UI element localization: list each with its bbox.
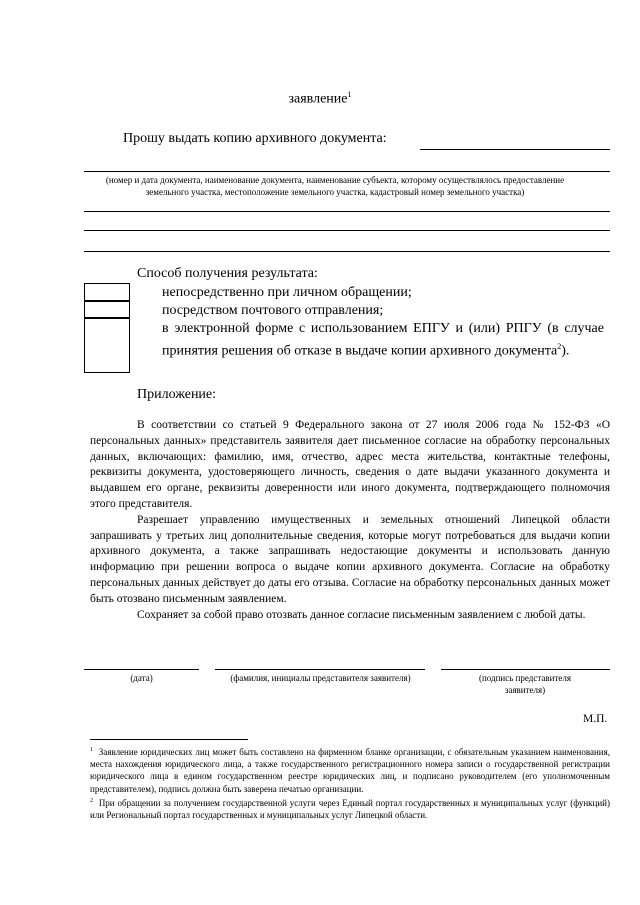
footnote-1: $^1$ Заявление юридических лиц может быть составлено на фирменном бланке организации, с обязательным указанием наименования, места нахождения юридического лица, а также государственного регистрационного номера записи о государственной регистрации юридического лица в едином государственном реестре юридических лиц, и подписано руководителем (его уполномоченным представителем), подпись должна быть заверена печатью организации. — [90, 747, 610, 794]
stamp-place: М.П. — [583, 713, 608, 725]
consent-paragraph: Сохраняет за собой право отозвать данное согласие письменным заявлением с любой даты. — [137, 608, 586, 621]
signature-label: (подпись представителя заявителя) — [478, 673, 572, 695]
footnote-separator — [90, 739, 248, 740]
name-label: (фамилия, инициалы представителя заявителя) — [230, 673, 411, 683]
document-caption: (номер и дата документа, наименование документа, наименование субъекта, которому осуществлялось предоставление земельного участка, местоположение земельного участка, кадастровый номер земельного участка) — [105, 175, 565, 197]
method-title: Способ получения результата: — [137, 266, 318, 281]
consent-paragraph: Разрешает управлению имущественных и земельных отношений Липецкой области запрашивать у третьих лиц дополнительные сведения, которые могут потребоваться для выдачи копии архивного документа, а также запрашивать недостающие документы и использовать данную информацию при решении вопроса о выдаче копии архивного документа. Согласие на обработку персональных данных действует до даты его отзыва. Согласие на обработку персональных данных может быть отозвано письменным заявлением. — [90, 513, 610, 605]
footnotes — [90, 744, 610, 821]
date-field-line[interactable] — [84, 669, 199, 670]
attachment-label: Приложение: — [137, 387, 217, 402]
document-field-line-2[interactable] — [84, 171, 610, 172]
option-by-mail: посредством почтового отправления; — [162, 303, 384, 318]
signature-field-line[interactable] — [441, 669, 610, 670]
name-field-line[interactable] — [215, 669, 425, 670]
date-label: (дата) — [130, 673, 153, 683]
option-electronic: в электронной форме с использованием ЕПГУ и (или) РПГУ (в случае принятия решения об отказе в выдаче копии архивного документа$^2$). — [162, 321, 604, 359]
document-field-line-4[interactable] — [84, 230, 610, 231]
document-field-line-5[interactable] — [84, 251, 610, 252]
page-title: заявление$^1$ — [288, 90, 352, 107]
footnote-ref-2: 2 — [557, 342, 562, 351]
footnote-2: $^2$ При обращении за получением государственной услуги через Единый портал государственных и муниципальных услуг (функций) или Региональный портал государственных и муниципальных услуг Липецкой области. — [90, 797, 610, 821]
consent-paragraph: В соответствии со статьей 9 Федерального закона от 27 июля 2006 года № 152-ФЗ «О персональных данных» представитель заявителя дает письменное согласие на обработку персональных данных, включающих: фамилию, имя, отчество, адрес места жительства, контактные телефоны, реквизиты документа, удостоверяющего личность, сведения о дате выдачи указанного документа и выдавшем его органе, реквизиты доверенности или иного документа, подтверждающего полномочия этого представителя. — [90, 419, 610, 510]
consent-text — [90, 418, 610, 623]
checkbox-electronic[interactable] — [84, 317, 130, 373]
request-text: Прошу выдать копию архивного документа: — [123, 131, 387, 146]
document-field-line[interactable] — [420, 149, 610, 150]
document-field-line-3[interactable] — [84, 211, 610, 212]
footnote-ref-1: 1 — [347, 90, 352, 99]
option-in-person: непосредственно при личном обращении; — [162, 285, 412, 300]
